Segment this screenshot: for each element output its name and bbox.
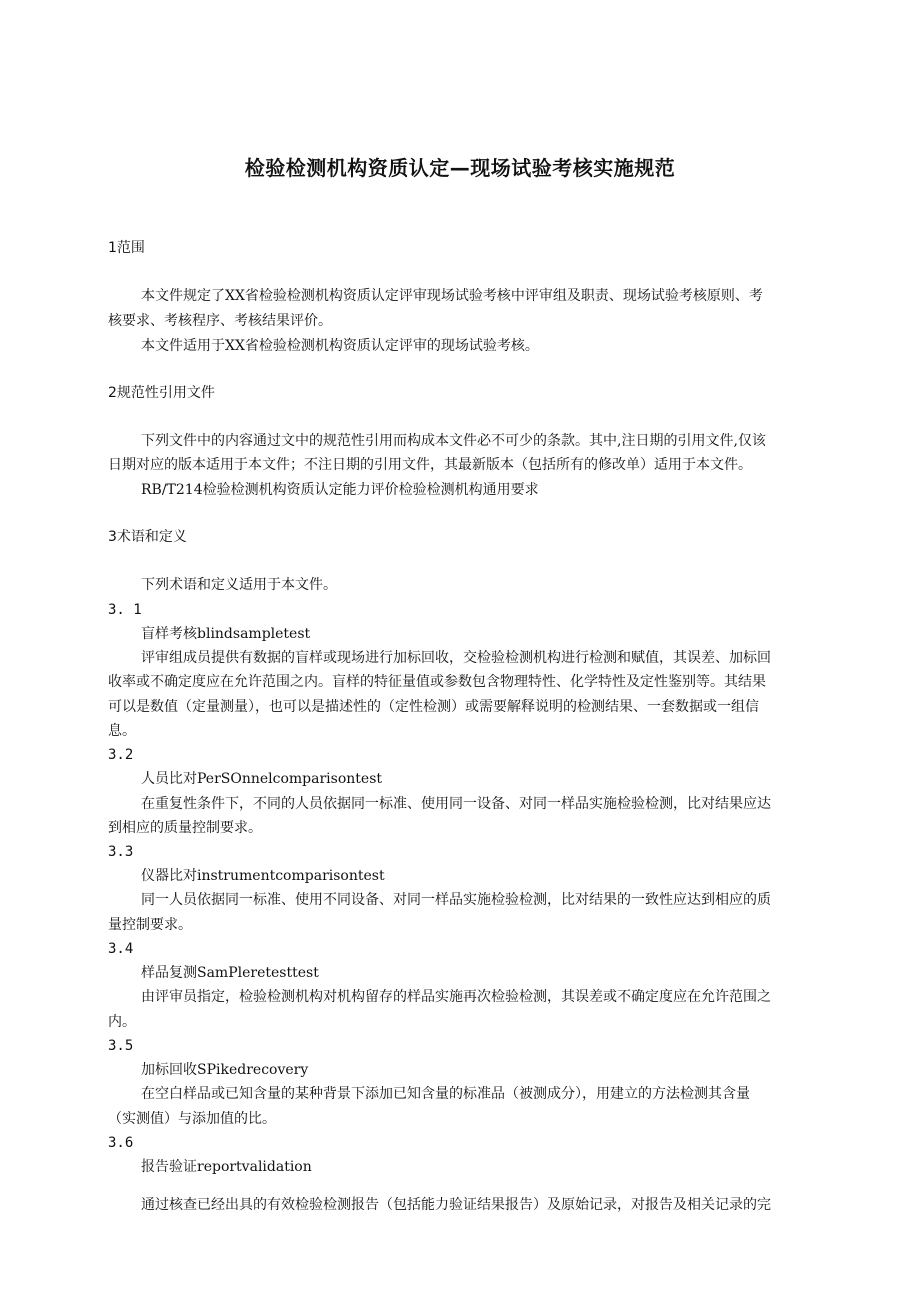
term-name: 报告验证reportvalidation [141,1159,312,1175]
section-2-heading: 2规范性引用文件 [108,385,215,401]
term-name: 仪器比对instrumentcomparisontest [141,868,385,884]
term-definition-line: （实测值）与添加值的比。 [108,1111,276,1127]
paragraph-line: 本文件适用于XX省检验检测机构资质认定评审的现场试验考核。 [141,338,539,354]
term-definition-line: 由评审员指定，检验检测机构对机构留存的样品实施再次检验检测，其误差或不确定度应在允许范围之 [141,989,771,1005]
term-name: 人员比对PerSOnnelcomparisontest [141,771,383,787]
term-definition-line: 内。 [108,1014,136,1030]
term-definition-line: 收率或不确定度应在允许范围之内。盲样的特征量值或参数包含物理特性、化学特性及定性鉴别等。其结果 [108,674,766,690]
term-definition-line: 同一人员依据同一标准、使用不同设备、对同一样品实施检验检测，比对结果的一致性应达到相应的质 [141,892,771,908]
term-name: 样品复测SamPleretesttest [141,965,319,981]
document-title: 检验检测机构资质认定—现场试验考核实施规范 [244,156,676,180]
paragraph-line: 下列文件中的内容通过文中的规范性引用而构成本文件必不可少的条款。其中,注日期的引用文件,仅该 [141,433,766,449]
paragraph-line: 日期对应的版本适用于本文件；不注日期的引用文件，其最新版本（包括所有的修改单）适用于本文件。 [108,457,752,473]
term-definition-line: 通过核查已经出具的有效检验检测报告（包括能力验证结果报告）及原始记录，对报告及相关记录的完 [141,1197,771,1213]
term-definition-line: 到相应的质量控制要求。 [108,820,262,836]
term-definition-line: 评审组成员提供有数据的盲样或现场进行加标回收，交检验检测机构进行检测和赋值，其误差、加标回 [141,650,771,666]
term-definition-line: 在空白样品或已知含量的某种背景下添加已知含量的标准品（被测成分），用建立的方法检测其含量 [141,1086,750,1102]
paragraph-line: 核要求、考核程序、考核结果评价。 [108,313,332,329]
term-number: 3.4 [108,941,134,957]
term-number: 3.6 [108,1135,134,1151]
paragraph-line: 下列术语和定义适用于本文件。 [141,577,337,593]
term-number: 3.5 [108,1038,134,1054]
term-definition-line: 息。 [108,723,136,739]
term-name: 加标回收SPikedrecovery [141,1062,309,1078]
term-name: 盲样考核blindsampletest [141,626,311,642]
term-definition-line: 在重复性条件下，不同的人员依据同一标准、使用同一设备、对同一样品实施检验检测，比对结果应达 [141,796,771,812]
term-number: 3.2 [108,747,134,763]
term-definition-line: 量控制要求。 [108,917,192,933]
term-definition-line: 可以是数值（定量测量），也可以是描述性的（定性检测）或需要解释说明的检测结果、一套数据或一组信 [108,699,759,715]
reference-line: RB/T214检验检测机构资质认定能力评价检验检测机构通用要求 [141,482,539,498]
paragraph-line: 本文件规定了XX省检验检测机构资质认定评审现场试验考核中评审组及职责、现场试验考核原则、考 [141,288,763,304]
section-1-heading: 1范围 [108,240,145,256]
section-3-heading: 3术语和定义 [108,529,187,545]
term-number: 3. 1 [108,602,142,618]
term-number: 3.3 [108,844,134,860]
